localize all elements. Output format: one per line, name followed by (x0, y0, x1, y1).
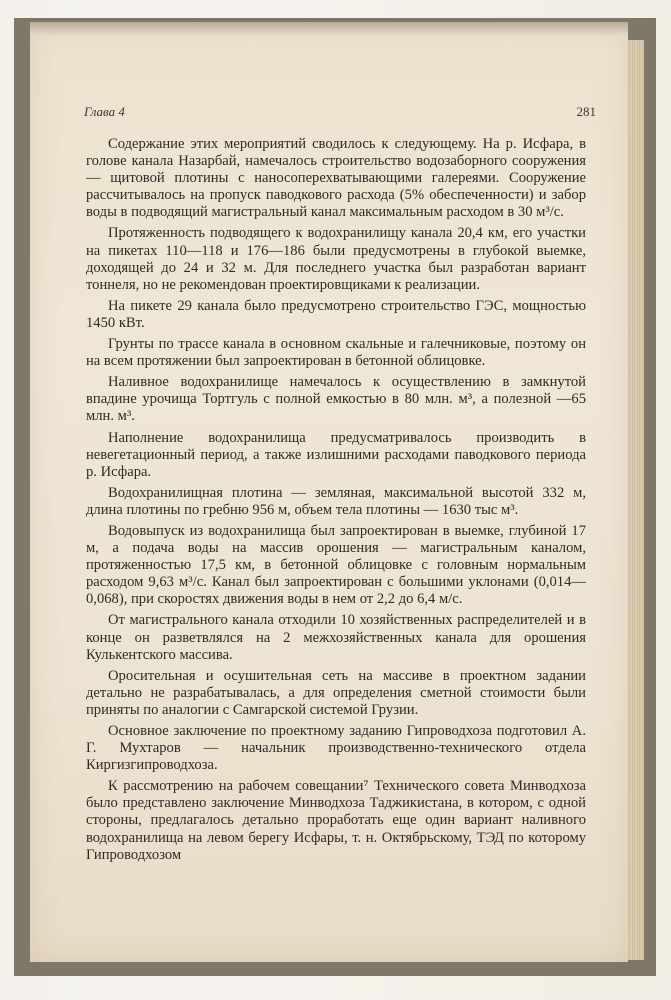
page-top-shadow (30, 22, 628, 36)
paragraph: Наливное водохранилище намечалось к осуществлению в замкнутой впадине урочища Тортгуль с полной емкостью в 80 млн. м³, а полезной —65 млн. м³. (86, 374, 586, 425)
paragraph: Оросительная и осушительная сеть на массиве в проектном задании детально не разрабатывалась, а для определения сметной стоимости были приняты по аналогии с Самгарской системой Грузии. (86, 667, 586, 718)
paragraph: Протяженность подводящего к водохранилищу канала 20,4 км, его участки на пикетах 110—118 и 176—186 были предусмотрены в глубокой выемке, доходящей до 24 и 32 м. Для последнего участка был разработан вариант тоннеля, но не рекомендован проектировщиками к реализации. (86, 225, 586, 293)
paragraph: Водохранилищная плотина — земляная, максимальной высотой 332 м, длина плотины по гребню 956 м, объем тела плотины — 1630 тыс м³. (86, 484, 586, 518)
paragraph: Водовыпуск из водохранилища был запроектирован в выемке, глубиной 17 м, а подача воды на массив орошения — магистральным каналом, протяженностью 17,5 км, в бетонной облицовке с головным нормальным расходом 9,63 м³/с. Канал был запроектирован с большими уклонами (0,014—0,068), при скоростях движения воды в нем от 2,2 до 6,4 м/с. (86, 522, 586, 608)
chapter-title: Глава 4 (84, 104, 125, 119)
paragraph: К рассмотрению на рабочем совещании⁷ Технического совета Минводхоза было представлено заключение Минводхоза Таджикистана, в котором, с одной стороны, предлагалось детально проработать еще один вариант наливного водохранилища на левом берегу Исфары, т. н. Октябрьскому, ТЭД по которому Гипроводхозом (86, 778, 586, 863)
paragraph: От магистрального канала отходили 10 хозяйственных распределителей и в конце он разветвлялся на 2 межхозяйственных канала для орошения Кулькентского массива. (86, 612, 586, 663)
paragraph: Содержание этих мероприятий сводилось к следующему. На р. Исфара, в голове канала Назарбай, намечалось строительство водозаборного сооружения — щитовой плотины с наносоперехватывающими галереями. Сооружение рассчитывалось на пропуск паводкового расхода (5% обеспеченности) и забор воды в подводящий магистральный канал максимальным расходом в 30 м³/с. (86, 136, 586, 221)
page-number: 281 (576, 104, 596, 119)
paragraph: Грунты по трассе канала в основном скальные и галечниковые, поэтому он на всем протяжении был запроектирован в бетонной облицовке. (86, 336, 586, 370)
paragraph: На пикете 29 канала было предусмотрено строительство ГЭС, мощностью 1450 кВт. (86, 297, 586, 331)
running-header (84, 104, 596, 122)
paragraph: Основное заключение по проектному заданию Гипроводхоза подготовил А. Г. Мухтаров — начальник производственно-технического отдела Киргизгипроводхоза. (86, 723, 586, 774)
body-text (86, 136, 586, 864)
paragraph: Наполнение водохранилища предусматривалось производить в невегетационный период, а также излишними расходами паводкового периода р. Исфара. (86, 429, 586, 480)
